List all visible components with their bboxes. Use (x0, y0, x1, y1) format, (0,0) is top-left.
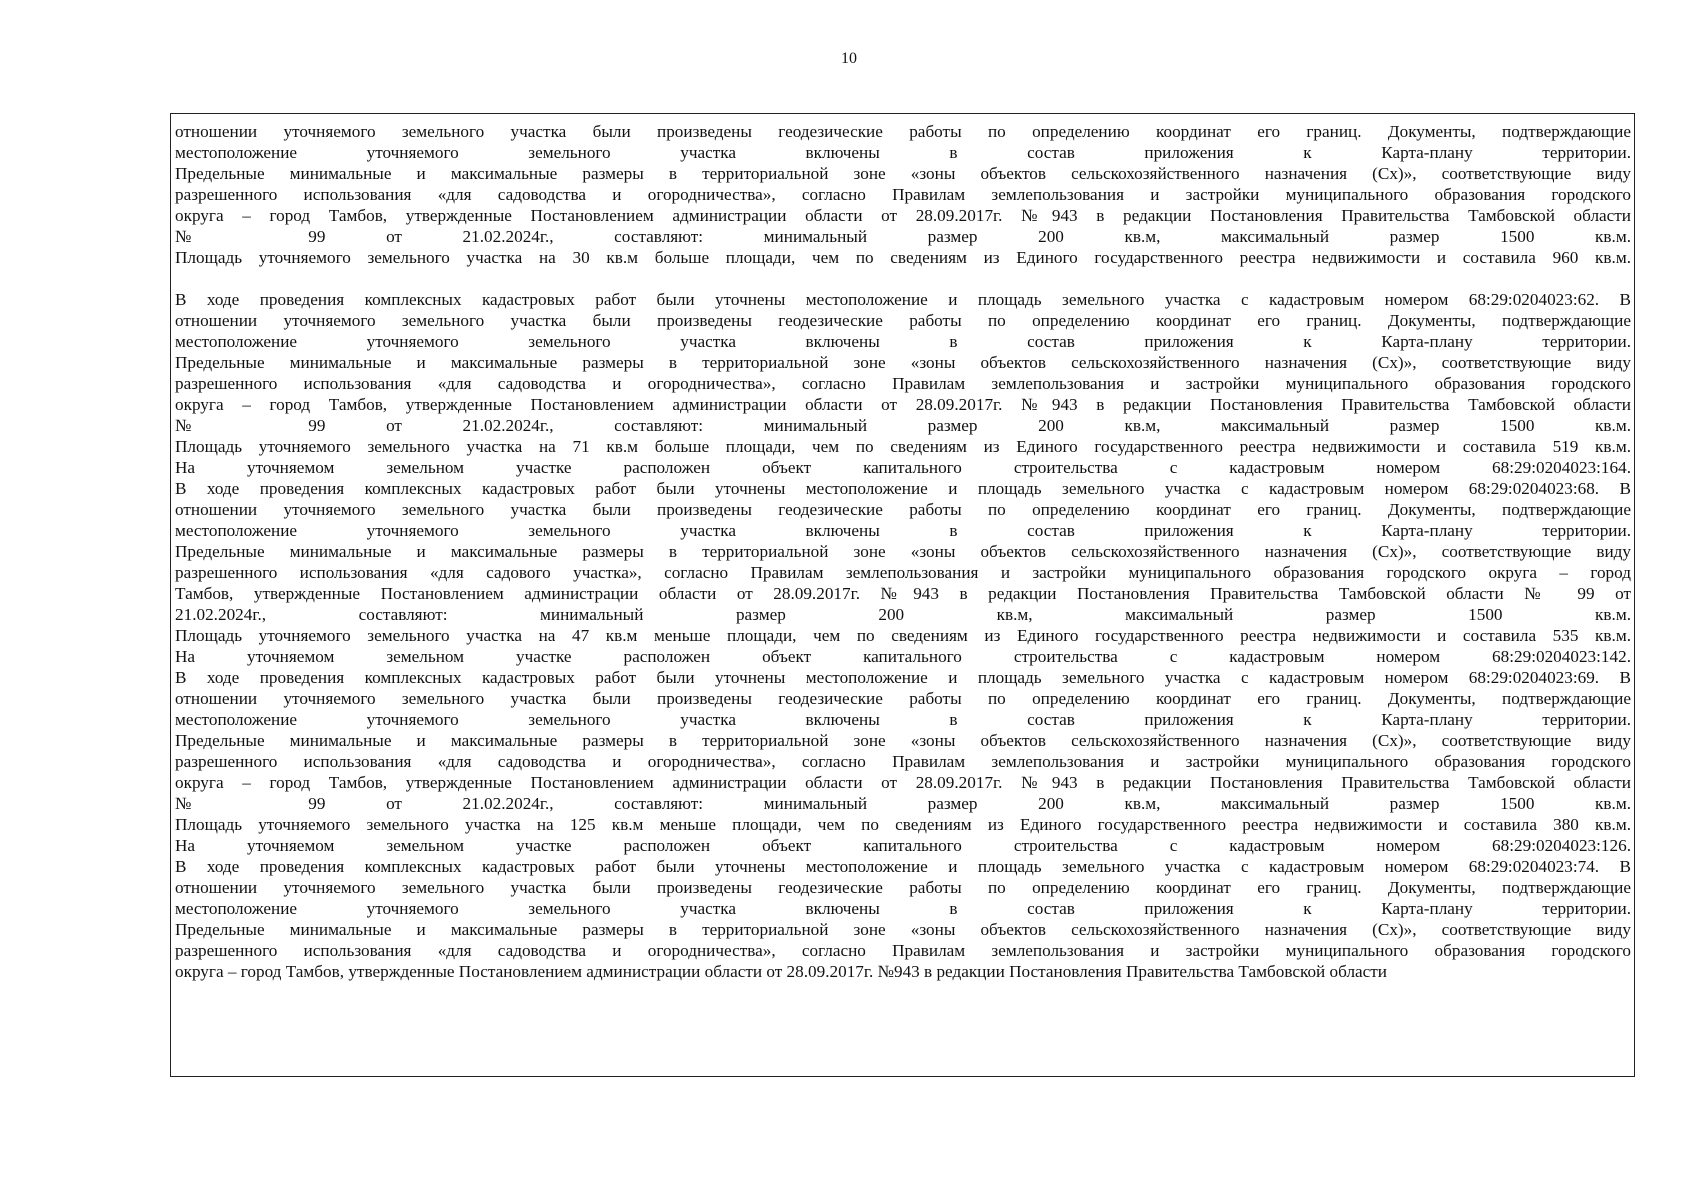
text-line: № 99 от 21.02.2024г., составляют: минимальный размер 200 кв.м, максимальный размер 1500 кв.м. (175, 794, 1631, 813)
text-line: местоположение уточняемого земельного участка включены в состав приложения к Карта-плану территории. (175, 899, 1631, 918)
text-line: Предельные минимальные и максимальные размеры в территориальной зоне «зоны объектов сельскохозяйственного назначения (Сх)», соответствующие виду (175, 920, 1631, 939)
page-number: 10 (841, 50, 857, 67)
text-line: местоположение уточняемого земельного участка включены в состав приложения к Карта-плану территории. (175, 143, 1631, 162)
text-frame (170, 113, 1635, 1077)
text-line: Площадь уточняемого земельного участка на 30 кв.м больше площади, чем по сведениям из Единого государственного реестра недвижимости и составила 960 кв.м. (175, 248, 1631, 267)
text-line: местоположение уточняемого земельного участка включены в состав приложения к Карта-плану территории. (175, 710, 1631, 729)
text-line: На уточняемом земельном участке расположен объект капитального строительства с кадастровым номером 68:29:0204023:164. (175, 458, 1631, 477)
text-line: Тамбов, утвержденные Постановлением администрации области от 28.09.2017г. №943 в редакции Постановления Правительства Тамбовской области № 99 от (175, 584, 1631, 603)
text-line: отношении уточняемого земельного участка были произведены геодезические работы по определению координат его границ. Документы, подтверждающие (175, 311, 1631, 330)
text-line: На уточняемом земельном участке расположен объект капитального строительства с кадастровым номером 68:29:0204023:142. (175, 647, 1631, 666)
text-line: 21.02.2024г., составляют: минимальный размер 200 кв.м, максимальный размер 1500 кв.м. (175, 605, 1631, 624)
text-line: разрешенного использования «для садоводства и огородничества», согласно Правилам землепользования и застройки муниципального образования городского (175, 185, 1631, 204)
text-line: разрешенного использования «для садоводства и огородничества», согласно Правилам землепользования и застройки муниципального образования городского (175, 752, 1631, 771)
blank-line (175, 268, 1631, 289)
text-line: В ходе проведения комплексных кадастровых работ были уточнены местоположение и площадь земельного участка с кадастровым номером 68:29:0204023:74. В (175, 857, 1631, 876)
text-line: разрешенного использования «для садового участка», согласно Правилам землепользования и застройки муниципального образования городского округа – город (175, 563, 1631, 582)
text-line: местоположение уточняемого земельного участка включены в состав приложения к Карта-плану территории. (175, 521, 1631, 540)
text-line: На уточняемом земельном участке расположен объект капитального строительства с кадастровым номером 68:29:0204023:126. (175, 836, 1631, 855)
text-line: округа – город Тамбов, утвержденные Постановлением администрации области от 28.09.2017г. №943 в редакции Постановления Правительства Тамбовской области (175, 395, 1631, 414)
text-line: отношении уточняемого земельного участка были произведены геодезические работы по определению координат его границ. Документы, подтверждающие (175, 122, 1631, 141)
text-line: № 99 от 21.02.2024г., составляют: минимальный размер 200 кв.м, максимальный размер 1500 кв.м. (175, 416, 1631, 435)
text-line: В ходе проведения комплексных кадастровых работ были уточнены местоположение и площадь земельного участка с кадастровым номером 68:29:0204023:62. В (175, 290, 1631, 309)
text-line: Предельные минимальные и максимальные размеры в территориальной зоне «зоны объектов сельскохозяйственного назначения (Сх)», соответствующие виду (175, 542, 1631, 561)
text-line: отношении уточняемого земельного участка были произведены геодезические работы по определению координат его границ. Документы, подтверждающие (175, 500, 1631, 519)
text-line: разрешенного использования «для садоводства и огородничества», согласно Правилам землепользования и застройки муниципального образования городского (175, 941, 1631, 960)
text-line: Предельные минимальные и максимальные размеры в территориальной зоне «зоны объектов сельскохозяйственного назначения (Сх)», соответствующие виду (175, 164, 1631, 183)
document-body (175, 121, 1631, 982)
text-line: округа – город Тамбов, утвержденные Постановлением администрации области от 28.09.2017г. №943 в редакции Постановления Правительства Тамбовской области (175, 773, 1631, 792)
text-line: Площадь уточняемого земельного участка на 71 кв.м больше площади, чем по сведениям из Единого государственного реестра недвижимости и составила 519 кв.м. (175, 437, 1631, 456)
text-line: округа – город Тамбов, утвержденные Постановлением администрации области от 28.09.2017г. №943 в редакции Постановления Правительства Тамбовской области (175, 206, 1631, 225)
text-line: № 99 от 21.02.2024г., составляют: минимальный размер 200 кв.м, максимальный размер 1500 кв.м. (175, 227, 1631, 246)
text-line: отношении уточняемого земельного участка были произведены геодезические работы по определению координат его границ. Документы, подтверждающие (175, 689, 1631, 708)
text-line: Площадь уточняемого земельного участка на 47 кв.м меньше площади, чем по сведениям из Единого государственного реестра недвижимости и составила 535 кв.м. (175, 626, 1631, 645)
text-line: местоположение уточняемого земельного участка включены в состав приложения к Карта-плану территории. (175, 332, 1631, 351)
text-line: разрешенного использования «для садоводства и огородничества», согласно Правилам землепользования и застройки муниципального образования городского (175, 374, 1631, 393)
text-line: Предельные минимальные и максимальные размеры в территориальной зоне «зоны объектов сельскохозяйственного назначения (Сх)», соответствующие виду (175, 353, 1631, 372)
text-line: В ходе проведения комплексных кадастровых работ были уточнены местоположение и площадь земельного участка с кадастровым номером 68:29:0204023:69. В (175, 668, 1631, 687)
text-line: отношении уточняемого земельного участка были произведены геодезические работы по определению координат его границ. Документы, подтверждающие (175, 878, 1631, 897)
text-line: Площадь уточняемого земельного участка на 125 кв.м меньше площади, чем по сведениям из Единого государственного реестра недвижимости и составила 380 кв.м. (175, 815, 1631, 834)
text-line: В ходе проведения комплексных кадастровых работ были уточнены местоположение и площадь земельного участка с кадастровым номером 68:29:0204023:68. В (175, 479, 1631, 498)
text-line: округа – город Тамбов, утвержденные Постановлением администрации области от 28.09.2017г. №943 в редакции Постановления Правительства Тамбовской области (175, 962, 1388, 981)
text-line: Предельные минимальные и максимальные размеры в территориальной зоне «зоны объектов сельскохозяйственного назначения (Сх)», соответствующие виду (175, 731, 1631, 750)
